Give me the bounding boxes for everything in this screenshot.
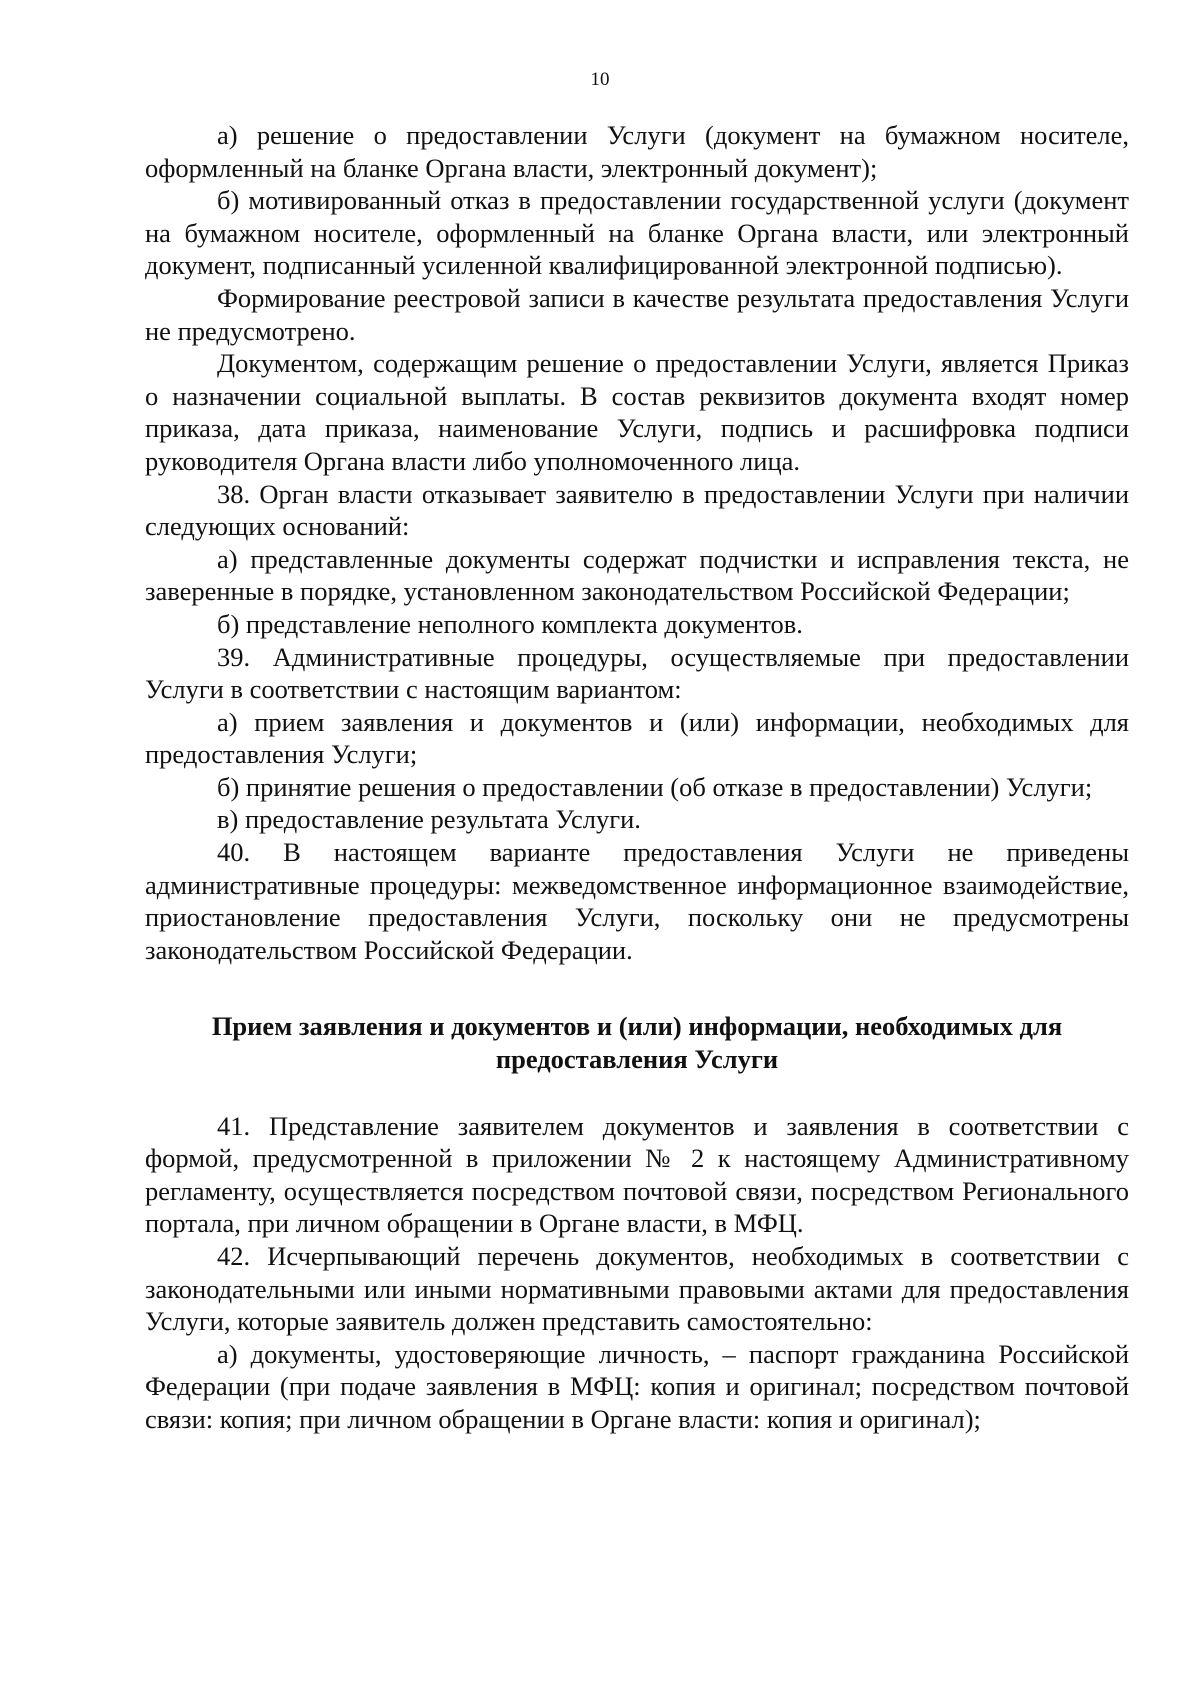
paragraph-identity-documents: а) документы, удостоверяющие личность, – паспорт гражданина Российской Федерации (при подаче заявления в МФЦ: копия и оригинал; посредством почтовой связи: копия; при личном обращении в Органе власти: копия и оригинал);: [145, 1338, 1129, 1434]
paragraph-decision-document: Документом, содержащим решение о предоставлении Услуги, является Приказ о назначении социальной выплаты. В состав реквизитов документа входят номер приказа, дата приказа, наименование Услуги, подпись и расшифровка подписи руководителя Органа власти либо уполномоченного лица.: [145, 348, 1129, 476]
page-number: 10: [590, 69, 610, 90]
paragraph-item-42: 42. Исчерпывающий перечень документов, необходимых в соответствии с законодательными или иными нормативными правовыми актами для предоставления Услуги, которые заявитель должен представить самостоятельно:: [145, 1241, 1129, 1337]
paragraph-item-39: 39. Административные процедуры, осуществляемые при предоставлении Услуги в соответствии с настоящим вариантом:: [145, 641, 1129, 705]
paragraph-item-41: 41. Представление заявителем документов и заявления в соответствии с формой, предусмотренной в приложении № 2 к настоящему Административному регламенту, осуществляется посредством почтовой связи, посредством Регионального портала, при личном обращении в Органе власти, в МФЦ.: [145, 1110, 1129, 1239]
paragraph-procedure-c: в) предоставление результата Услуги.: [217, 804, 641, 835]
paragraph-item-40: 40. В настоящем варианте предоставления Услуги не приведены административные процедуры: межведомственное информационное взаимодействие, приостановление предоставления Услуги, поскольку они не предусмотрены законодательством Российской Федерации.: [145, 837, 1129, 965]
document-body: [145, 119, 1129, 1436]
paragraph-item-38: 38. Орган власти отказывает заявителю в предоставлении Услуги при наличии следующих оснований:: [145, 478, 1129, 542]
paragraph-refusal-ground-b: б) представление неполного комплекта документов.: [217, 608, 803, 639]
paragraph-result-refusal: б) мотивированный отказ в предоставлении государственной услуги (документ на бумажном носителе, оформленный на бланке Органа власти, или электронный документ, подписанный усиленной квалифицированной электронной подписью).: [145, 185, 1129, 281]
paragraph-refusal-ground-a: а) представленные документы содержат подчистки и исправления текста, не заверенные в порядке, установленном законодательством Российской Федерации;: [145, 543, 1129, 607]
section-heading: Прием заявления и документов и (или) информации, необходимых для предоставления Услуги: [211, 1011, 1063, 1075]
paragraph-registry-record: Формирование реестровой записи в качестве результата предоставления Услуги не предусмотрено.: [145, 282, 1129, 346]
paragraph-procedure-b: б) принятие решения о предоставлении (об отказе в предоставлении) Услуги;: [217, 771, 1093, 802]
paragraph-result-decision: а) решение о предоставлении Услуги (документ на бумажном носителе, оформленный на бланке Органа власти, электронный документ);: [145, 120, 1129, 183]
paragraph-procedure-a: а) прием заявления и документов и (или) информации, необходимых для предоставления Услуги;: [145, 706, 1129, 770]
